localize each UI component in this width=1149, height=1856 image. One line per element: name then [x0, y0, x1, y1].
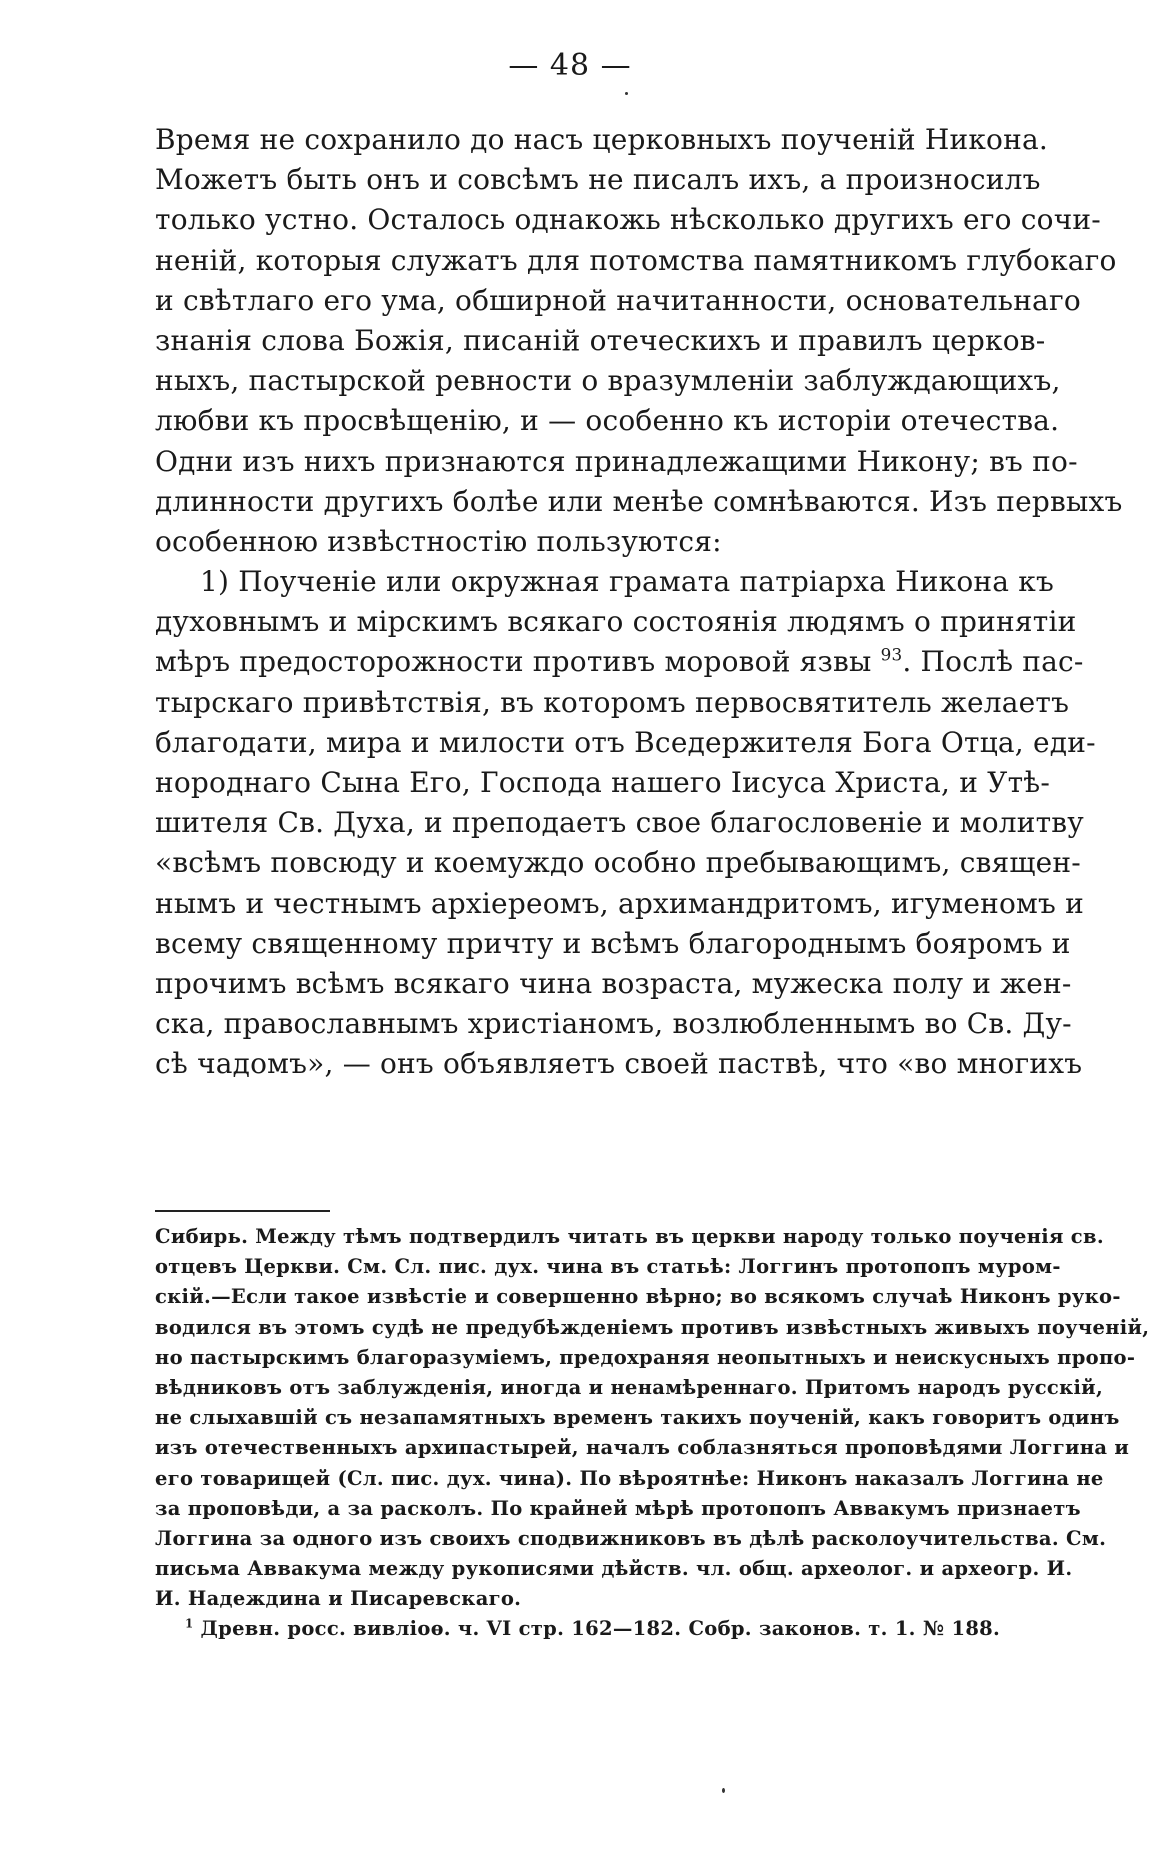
footnote-line: за проповѣди, а за расколъ. По крайней мѣрѣ протопопъ Аввакумъ признаетъ	[155, 1496, 1081, 1520]
text-segment: . Послѣ пас-	[902, 645, 1084, 679]
text-line-with-footnote-ref	[155, 642, 1084, 682]
footnote-line: отцевъ Церкви. См. Сл. пис. дух. чина въ статьѣ: Логгинъ протопопъ муром-	[155, 1255, 1061, 1279]
scan-speck	[722, 1788, 725, 1793]
text-line: сѣ чадомъ», — онъ объявляетъ своей паствѣ, что «во многихъ	[155, 1047, 1083, 1081]
text-line: только устно. Осталось однакожь нѣсколько другихъ его сочи-	[155, 203, 1101, 237]
text-line: нымъ и честнымъ архіереомъ, архимандритомъ, игуменомъ и	[155, 886, 1084, 920]
text-line: прочимъ всѣмъ всякаго чина возраста, мужеска полу и жен-	[155, 966, 1072, 1000]
footnote-reference-line	[155, 1614, 1040, 1644]
text-line: духовнымъ и мірскимъ всякаго состоянія людямъ о принятіи	[155, 605, 1077, 639]
text-line: Время не сохранило до насъ церковныхъ поученій Никона.	[155, 123, 1048, 156]
text-line: длинности другихъ болѣе или менѣе сомнѣваются. Изъ первыхъ	[155, 484, 1123, 518]
footnotes	[155, 1222, 1149, 1645]
footnote-line: письма Аввакума между рукописями дѣйств. чл. общ. археолог. и археогр. И.	[155, 1557, 1073, 1581]
text-line: неній, которыя служатъ для потомства памятникомъ глубокаго	[155, 243, 1117, 277]
text-line: тырскаго привѣтствія, въ которомъ первосвятитель желаетъ	[155, 685, 1070, 719]
text-line: знанія слова Божія, писаній отеческихъ и правилъ церков-	[155, 323, 1046, 357]
footnote-separator	[155, 1210, 330, 1212]
page-number: — 48 —	[508, 48, 632, 83]
main-text	[155, 120, 1123, 1085]
text-segment: мѣръ предосторожности противъ моровой язвы	[155, 645, 872, 679]
footnote-line: но пастырскимъ благоразуміемъ, предохраняя неопытныхъ и неискусныхъ пропо-	[155, 1345, 1136, 1369]
text-line: Одни изъ нихъ признаются принадлежащими Никону; въ по-	[155, 444, 1078, 478]
footnote-mark: 1	[185, 1616, 194, 1631]
text-line: любви къ просвѣщенію, и — особенно къ исторіи отечества.	[155, 404, 1060, 438]
footnote-line: скій.—Если такое извѣстіе и совершенно вѣрно; во всякомъ случаѣ Никонъ руко-	[155, 1285, 1121, 1309]
footnote-line: водился въ этомъ судѣ не предубѣжденіемъ противъ извѣстныхъ живыхъ поученій,	[155, 1315, 1149, 1339]
text-line: «всѣмъ повсюду и коемуждо особно пребывающимъ, священ-	[155, 846, 1081, 880]
text-line: благодати, мира и милости отъ Вседержителя Бога Отца, еди-	[155, 725, 1096, 759]
footnote-line: Логгина за одного изъ своихъ сподвижниковъ въ дѣлѣ расколоучительства. См.	[155, 1526, 1107, 1550]
scan-speck	[625, 92, 628, 95]
text-line: ныхъ, пастырской ревности о вразумленіи заблуждающихъ,	[155, 364, 1061, 398]
footnote-line: изъ отечественныхъ архипастырей, началъ соблазняться проповѣдями Логгина и	[155, 1436, 1130, 1460]
footnote-line: вѣдниковъ отъ заблужденія, иногда и ненамѣреннаго. Притомъ народъ русскій,	[155, 1375, 1104, 1399]
footnote-line: И. Надеждина и Писаревскаго.	[155, 1587, 522, 1611]
text-line: и свѣтлаго его ума, обширной начитанности, основательнаго	[155, 283, 1081, 317]
footnote-line: не слыхавшій съ незапамятныхъ временъ такихъ поученій, какъ говоритъ одинъ	[155, 1406, 1120, 1430]
text-line: особенною извѣстностію пользуются:	[155, 524, 722, 558]
text-line: нороднаго Сына Его, Господа нашего Іисуса Христа, и Утѣ-	[155, 766, 1051, 799]
text-line: 1) Поученіе или окружная грамата патріарха Никона къ	[200, 565, 1054, 599]
footnote-reference-text: Древн. росс. вивліоѳ. ч. VI стр. 162—182. Собр. законов. т. 1. № 188.	[193, 1617, 1001, 1641]
text-line: ска, православнымъ христіаномъ, возлюбленнымъ во Св. Ду-	[155, 1007, 1072, 1041]
text-line: Можетъ быть онъ и совсѣмъ не писалъ ихъ, а произносилъ	[155, 163, 1041, 197]
footnote-ref: 93	[880, 645, 903, 666]
text-line: шителя Св. Духа, и преподаетъ свое благословеніе и молитву	[155, 806, 1084, 840]
footnote-line: Сибирь. Между тѣмъ подтвердилъ читать въ церкви народу только поученія св.	[155, 1225, 1104, 1248]
footnote-line: его товарищей (Сл. пис. дух. чина). По вѣроятнѣе: Никонъ наказалъ Логгина не	[155, 1466, 1104, 1490]
text-line: всему священному причту и всѣмъ благороднымъ бояромъ и	[155, 926, 1071, 960]
